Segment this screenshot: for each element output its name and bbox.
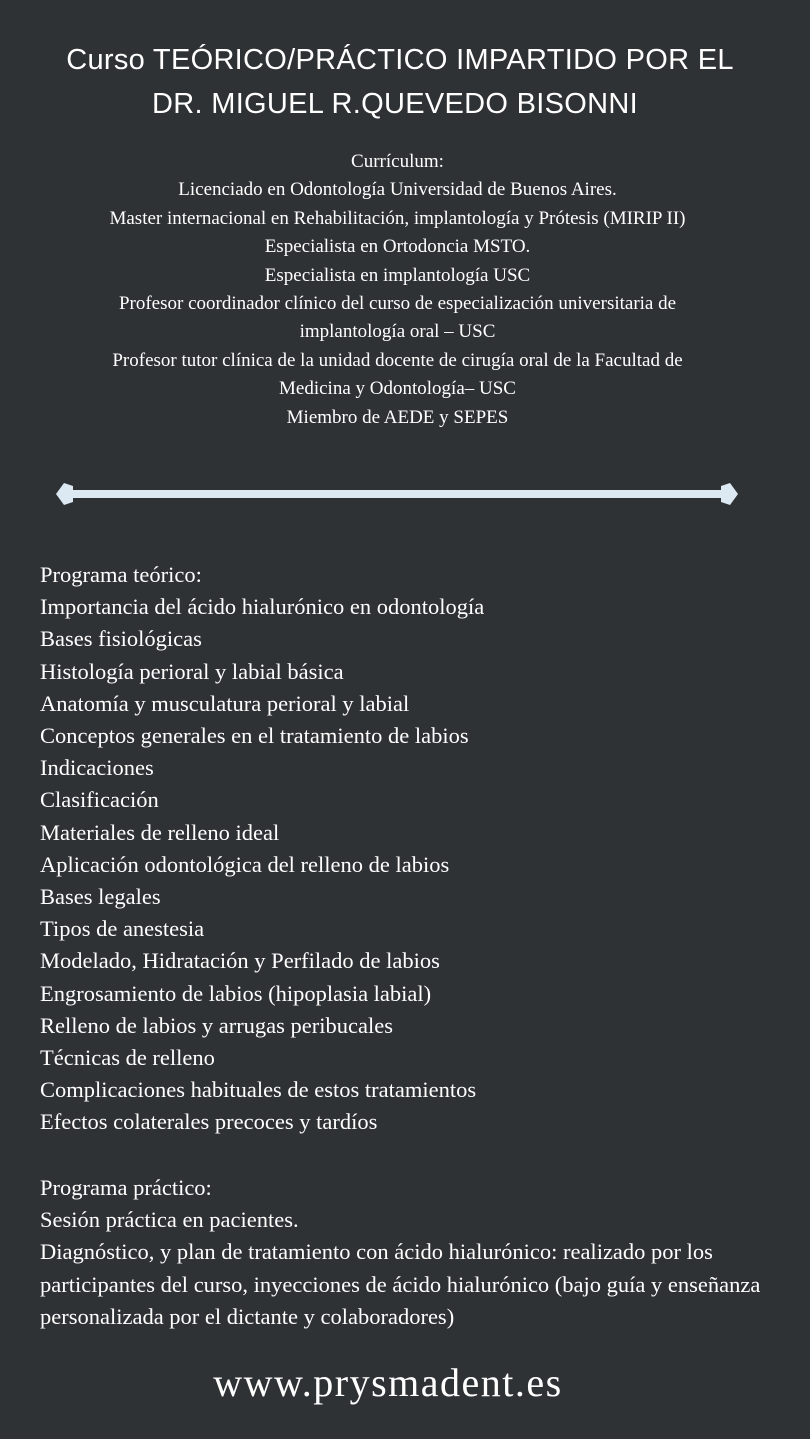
curriculum-line: Especialista en implantología USC [264, 264, 531, 286]
practice-heading: Programa práctico: [40, 1175, 212, 1200]
ornamental-divider [52, 480, 742, 508]
curriculum-line: Master internacional en Rehabilitación, implantología y Prótesis (MIRIP II) [109, 207, 686, 229]
divider-bar [71, 490, 723, 498]
theory-heading: Programa teórico: [40, 562, 202, 587]
theory-item: Conceptos generales en el tratamiento de labios [40, 723, 469, 749]
curriculum-line: Especialista en Ortodoncia MSTO. [264, 236, 531, 258]
theory-item: Indicaciones [40, 755, 154, 781]
theory-item: Técnicas de relleno [40, 1045, 215, 1071]
course-title-line-1: Curso TEÓRICO/PRÁCTICO IMPARTIDO POR EL [66, 44, 734, 76]
practice-program [40, 1172, 800, 1333]
theory-item: Relleno de labios y arrugas peribucales [40, 1012, 394, 1038]
theory-item: Complicaciones habituales de estos tratamientos [40, 1077, 477, 1103]
curriculum-block [20, 148, 775, 432]
theory-item: Efectos colaterales precoces y tardíos [40, 1109, 378, 1135]
website-link[interactable]: www.prysmadent.es [213, 1360, 563, 1405]
curriculum-line: Profesor coordinador clínico del curso de especialización universitaria de [118, 293, 677, 315]
curriculum-line: Medicina y Odontología– USC [279, 378, 516, 400]
curriculum-line: Miembro de AEDE y SEPES [286, 406, 509, 428]
theory-item: Histología perioral y labial básica [40, 658, 344, 684]
theory-item: Modelado, Hidratación y Perfilado de labios [40, 948, 440, 974]
curriculum-heading: Currículum: [351, 151, 444, 172]
theory-item: Clasificación [40, 787, 159, 813]
theory-item: Bases fisiológicas [40, 626, 202, 652]
curriculum-line: Licenciado en Odontología Universidad de Buenos Aires. [178, 179, 617, 201]
theory-item: Anatomía y musculatura perioral y labial [40, 690, 410, 716]
curriculum-line: Profesor tutor clínica de la unidad docente de cirugía oral de la Facultad de [112, 349, 683, 371]
theory-item: Importancia del ácido hialurónico en odontología [40, 594, 485, 620]
practice-item: Diagnóstico, y plan de tratamiento con ácido hialurónico: realizado por los participantes del curso, inyecciones de ácido hialurónico (bajo guía y enseñanza personalizada por el dictante y colaboradores) [40, 1239, 761, 1329]
theory-program [40, 559, 800, 1139]
theory-item: Bases legales [40, 884, 161, 910]
theory-item: Tipos de anestesia [40, 916, 205, 942]
theory-item: Materiales de relleno ideal [40, 819, 280, 845]
curriculum-line: implantología oral – USC [299, 321, 496, 343]
theory-item: Engrosamiento de labios (hipoplasia labial) [40, 980, 432, 1006]
practice-item: Sesión práctica en pacientes. [40, 1207, 299, 1233]
course-title-line-2: DR. MIGUEL R.QUEVEDO BISONNI [152, 88, 638, 120]
divider-left-end [56, 483, 73, 505]
course-title [0, 38, 810, 126]
theory-item: Aplicación odontológica del relleno de labios [40, 851, 450, 877]
divider-right-end [721, 483, 738, 505]
